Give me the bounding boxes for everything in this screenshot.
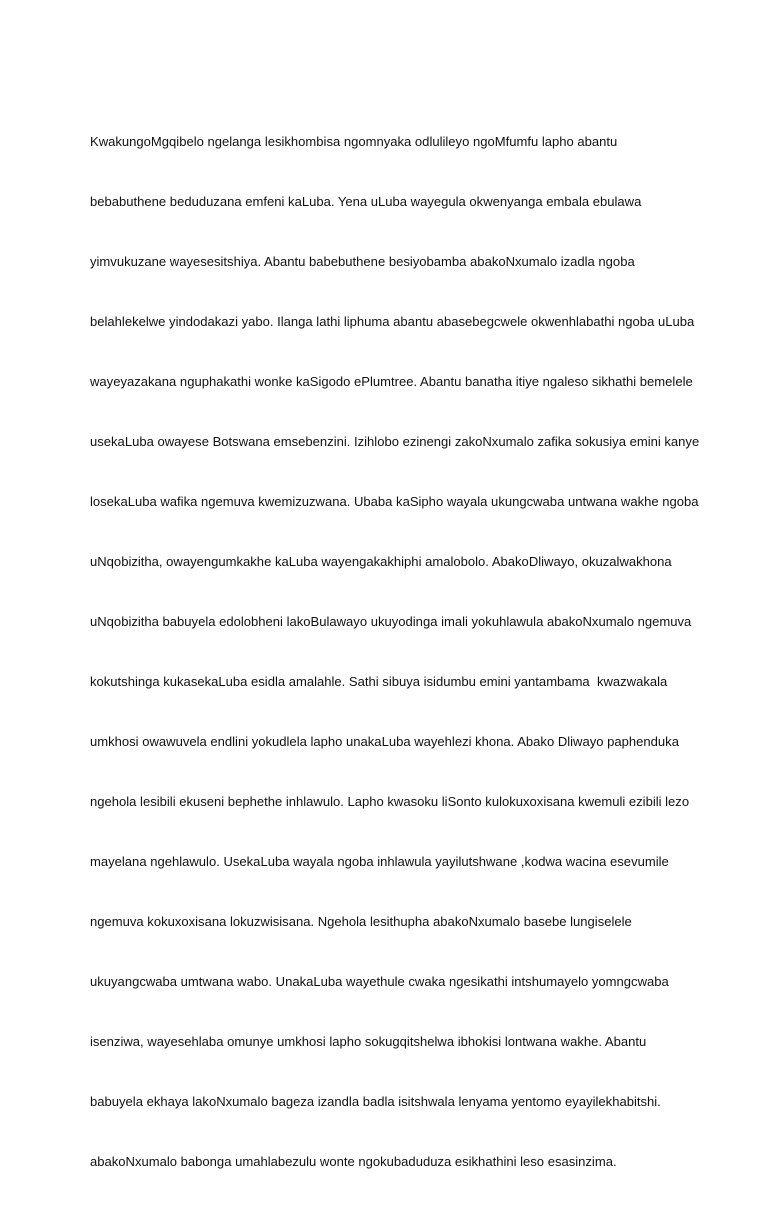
text-line: uNqobizitha babuyela edolobheni lakoBulawayo ukuyodinga imali yokuhlawula abakoNxumalo ngemuva (90, 614, 692, 629)
text-line: yimvukuzane wayesesitshiya. Abantu babebuthene besiyobamba abakoNxumalo izadla ngoba (90, 254, 635, 269)
body-paragraph (90, 92, 700, 1212)
text-line: ngemuva kokuxoxisana lokuzwisisana. Ngehola lesithupha abakoNxumalo basebe lungiselele (90, 914, 632, 929)
text-line: losekaLuba wafika ngemuva kwemizuzwana. Ubaba kaSipho wayala ukungcwaba untwana wakhe ngoba (90, 494, 699, 509)
text-line: isenziwa, wayesehlaba omunye umkhosi lapho sokugqitshelwa ibhokisi lontwana wakhe. Abantu (90, 1034, 647, 1049)
text-line: mayelana ngehlawulo. UsekaLuba wayala ngoba inhlawula yayilutshwane ,kodwa wacina esevumile (90, 854, 669, 869)
text-line: uNqobizitha, owayengumkakhe kaLuba wayengakakhiphi amalobolo. AbakoDliwayo, okuzalwakhona (90, 554, 672, 569)
text-line: ukuyangcwaba umtwana wabo. UnakaLuba wayethule cwaka ngesikathi intshumayelo yomngcwaba (90, 974, 669, 989)
text-line: babuyela ekhaya lakoNxumalo bageza izandla badla isitshwala lenyama yentomo eyayilekhabitshi. (90, 1094, 661, 1109)
text-line: abakoNxumalo babonga umahlabezulu wonte ngokubaduduza esikhathini leso esasinzima. (90, 1154, 617, 1169)
text-line: wayeyazakana nguphakathi wonke kaSigodo ePlumtree. Abantu banatha itiye ngaleso sikhathi bemelele (90, 374, 693, 389)
text-line: ngehola lesibili ekuseni bephethe inhlawulo. Lapho kwasoku liSonto kulokuxoxisana kwemuli ezibili lezo (90, 794, 690, 809)
text-line: usekaLuba owayese Botswana emsebenzini. Izihlobo ezinengi zakoNxumalo zafika sokusiya emini kanye (90, 434, 700, 449)
text-line: bebabuthene beduduzana emfeni kaLuba. Yena uLuba wayegula okwenyanga embala ebulawa (90, 194, 642, 209)
text-line: umkhosi owawuvela endlini yokudlela lapho unakaLuba wayehlezi khona. Abako Dliwayo paphenduka (90, 734, 679, 749)
text-line: KwakungoMgqibelo ngelanga lesikhombisa ngomnyaka odlulileyo ngoMfumfu lapho abantu (90, 134, 618, 149)
text-line: belahlekelwe yindodakazi yabo. Ilanga lathi liphuma abantu abasebegcwele okwenhlabathi ngoba uLuba (90, 314, 695, 329)
text-line: kokutshinga kukasekaLuba esidla amalahle. Sathi sibuya isidumbu emini yantambama kwazwakala (90, 674, 668, 689)
